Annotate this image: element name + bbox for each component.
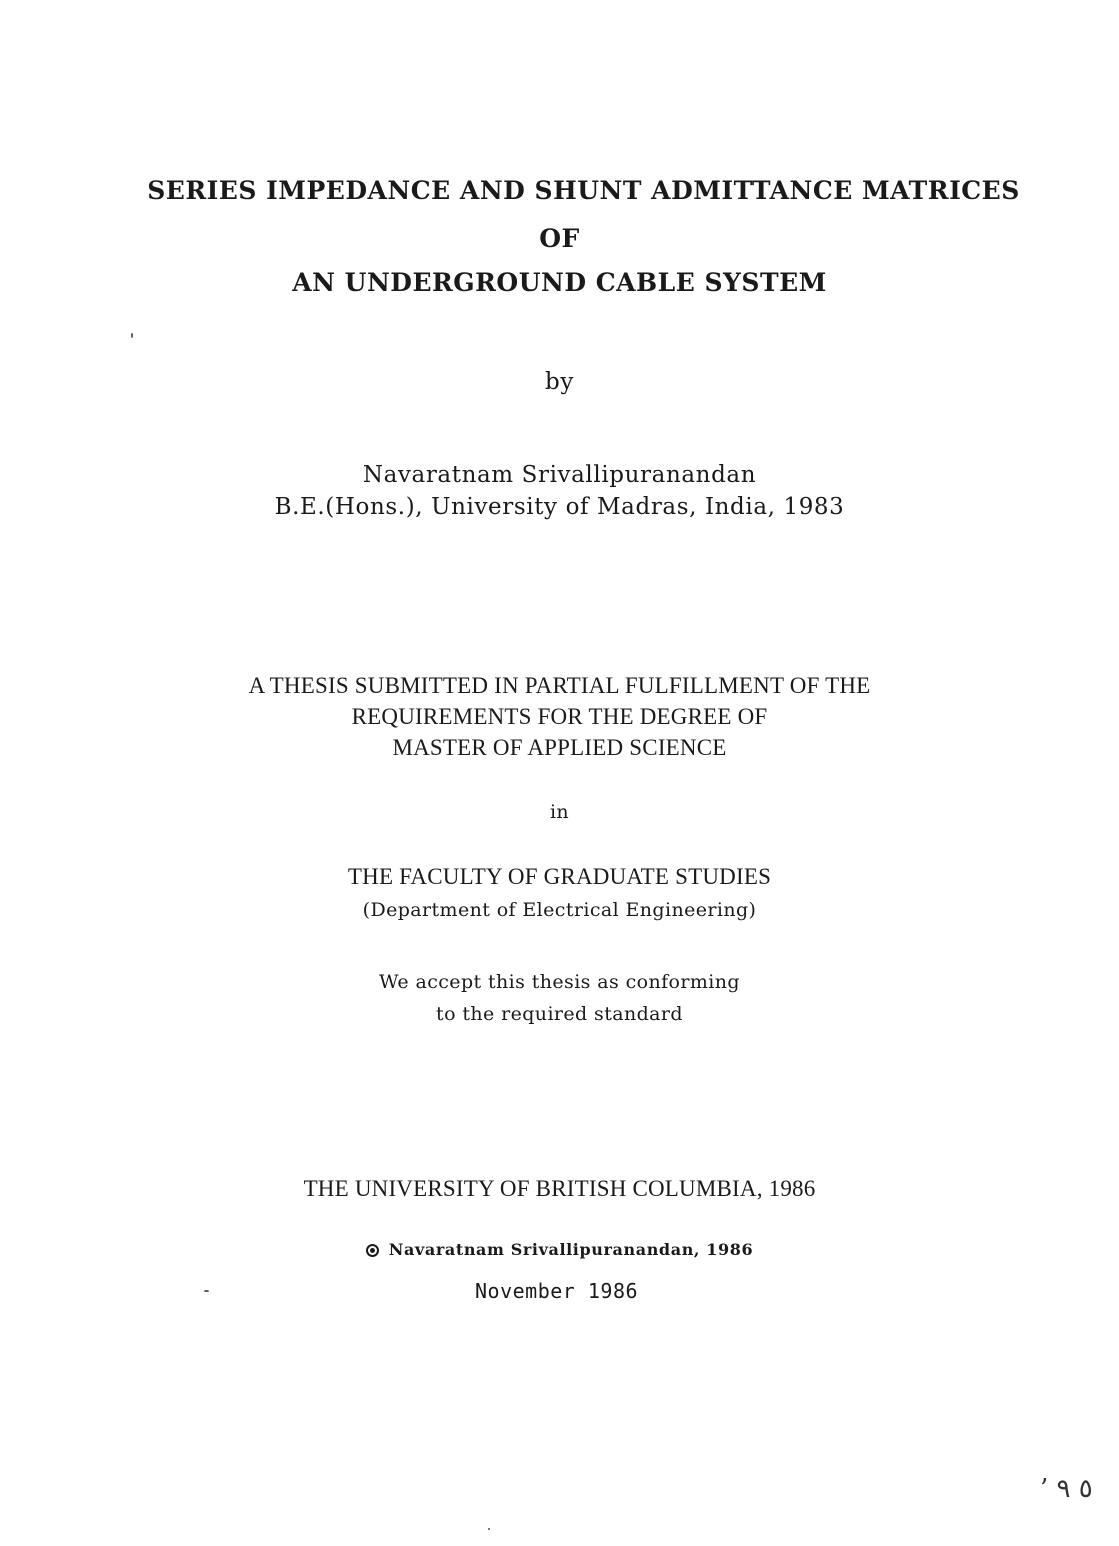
date-line: November 1986 xyxy=(475,1279,639,1303)
by-label: by xyxy=(545,369,574,395)
scan-speck xyxy=(131,333,133,338)
thesis-statement-line-1: A THESIS SUBMITTED IN PARTIAL FULFILLMENT OF THE xyxy=(248,673,871,698)
scan-speck xyxy=(488,1528,490,1530)
acceptance-line-1: We accept this thesis as conforming xyxy=(379,971,740,993)
scan-speck xyxy=(204,1290,209,1292)
title-line-1: SERIES IMPEDANCE AND SHUNT ADMITTANCE MATRICES xyxy=(147,176,1020,205)
corner-stamp-mark: ’ ٥ ٩ xyxy=(1040,1474,1093,1504)
author-degree: B.E.(Hons.), University of Madras, India, 1983 xyxy=(274,494,845,520)
author-name: Navaratnam Srivallipuranandan xyxy=(362,462,757,488)
copyright-line xyxy=(0,1240,1119,1259)
title-line-3: AN UNDERGROUND CABLE SYSTEM xyxy=(292,268,827,297)
in-label: in xyxy=(549,801,570,823)
thesis-statement-line-2: REQUIREMENTS FOR THE DEGREE OF xyxy=(351,704,768,729)
thesis-statement-line-3: MASTER OF APPLIED SCIENCE xyxy=(392,735,727,760)
acceptance-line-2: to the required standard xyxy=(436,1003,683,1025)
department-name: (Department of Electrical Engineering) xyxy=(362,899,757,921)
university-line: THE UNIVERSITY OF BRITISH COLUMBIA, 1986 xyxy=(303,1176,816,1201)
faculty-name: THE FACULTY OF GRADUATE STUDIES xyxy=(347,864,772,889)
copyright-text: Navaratnam Srivallipuranandan, 1986 xyxy=(388,1240,754,1259)
title-line-2: OF xyxy=(539,224,580,253)
copyright-icon xyxy=(366,1244,379,1257)
